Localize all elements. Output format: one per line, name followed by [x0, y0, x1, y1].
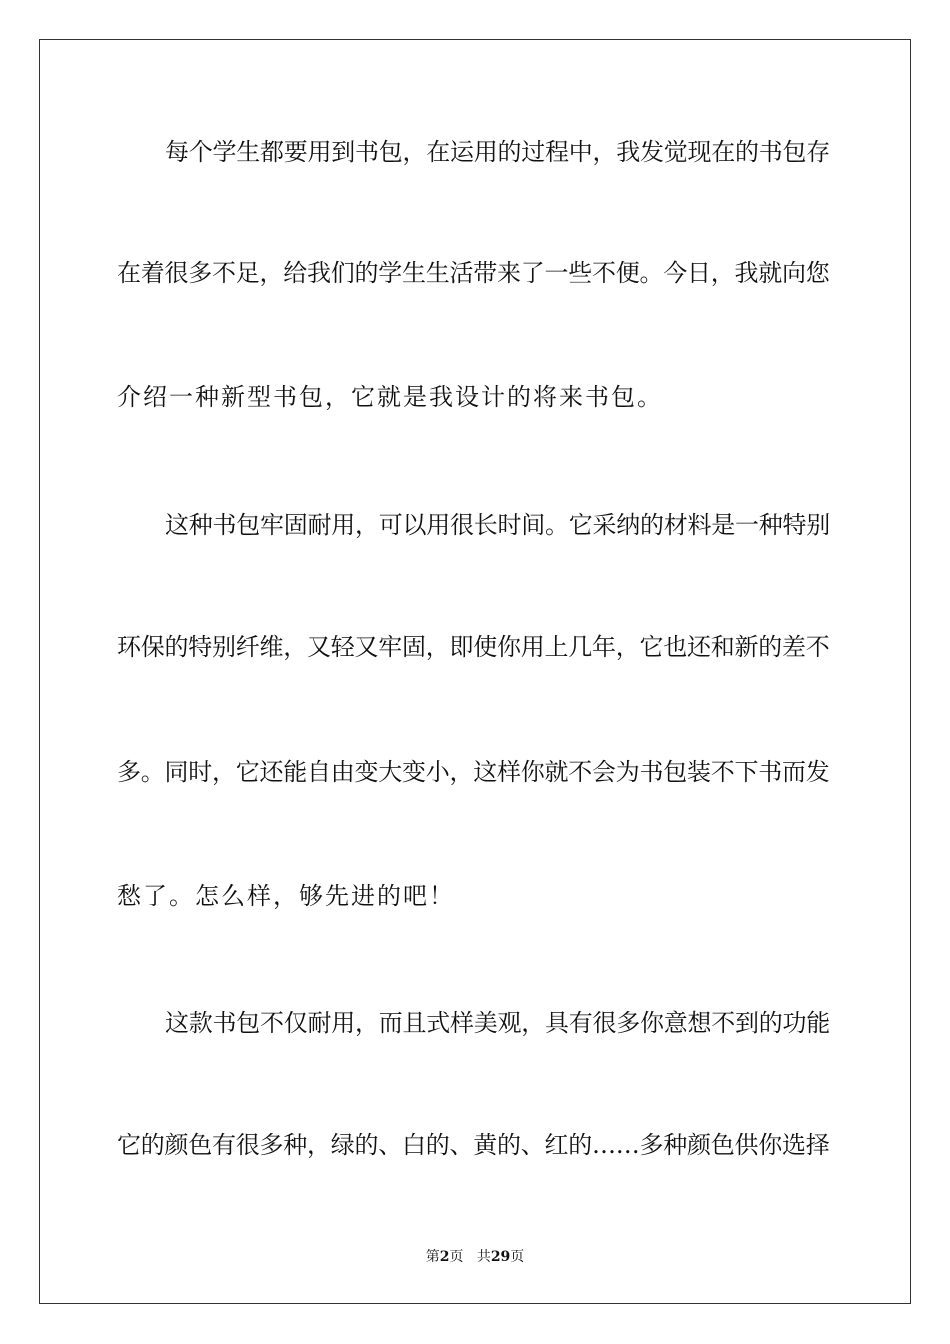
page-suffix: 页	[449, 1249, 464, 1265]
page-number: 2	[439, 1249, 450, 1265]
total-suffix: 页	[510, 1249, 525, 1265]
page-footer	[0, 1248, 950, 1266]
page-border	[39, 39, 911, 1304]
total-prefix: 共	[476, 1249, 491, 1265]
paragraph-2-line-2: 环保的特别纤维，又轻又牢固，即使你用上几年，它也还和新的差不	[117, 633, 830, 661]
total-pages: 29	[490, 1249, 511, 1265]
paragraph-1-line-1: 每个学生都要用到书包，在运用的过程中，我发觉现在的书包存	[165, 138, 830, 166]
paragraph-1-line-2: 在着很多不足，给我们的学生生活带来了一些不便。今日，我就向您	[117, 259, 830, 287]
paragraph-2-line-1: 这种书包牢固耐用，可以用很长时间。它采纳的材料是一种特别	[165, 511, 830, 539]
paragraph-2-line-3: 多。同时，它还能自由变大变小，这样你就不会为书包装不下书而发	[117, 758, 830, 786]
paragraph-2-line-4: 愁了。怎么样，够先进的吧！	[117, 882, 455, 910]
page-prefix: 第	[425, 1249, 440, 1265]
paragraph-1-line-3: 介绍一种新型书包，它就是我设计的将来书包。	[117, 383, 663, 411]
paragraph-3-line-1: 这款书包不仅耐用，而且式样美观，具有很多你意想不到的功能	[165, 1009, 830, 1037]
paragraph-3-line-2: 它的颜色有很多种，绿的、白的、黄的、红的……多种颜色供你选择	[117, 1131, 830, 1159]
